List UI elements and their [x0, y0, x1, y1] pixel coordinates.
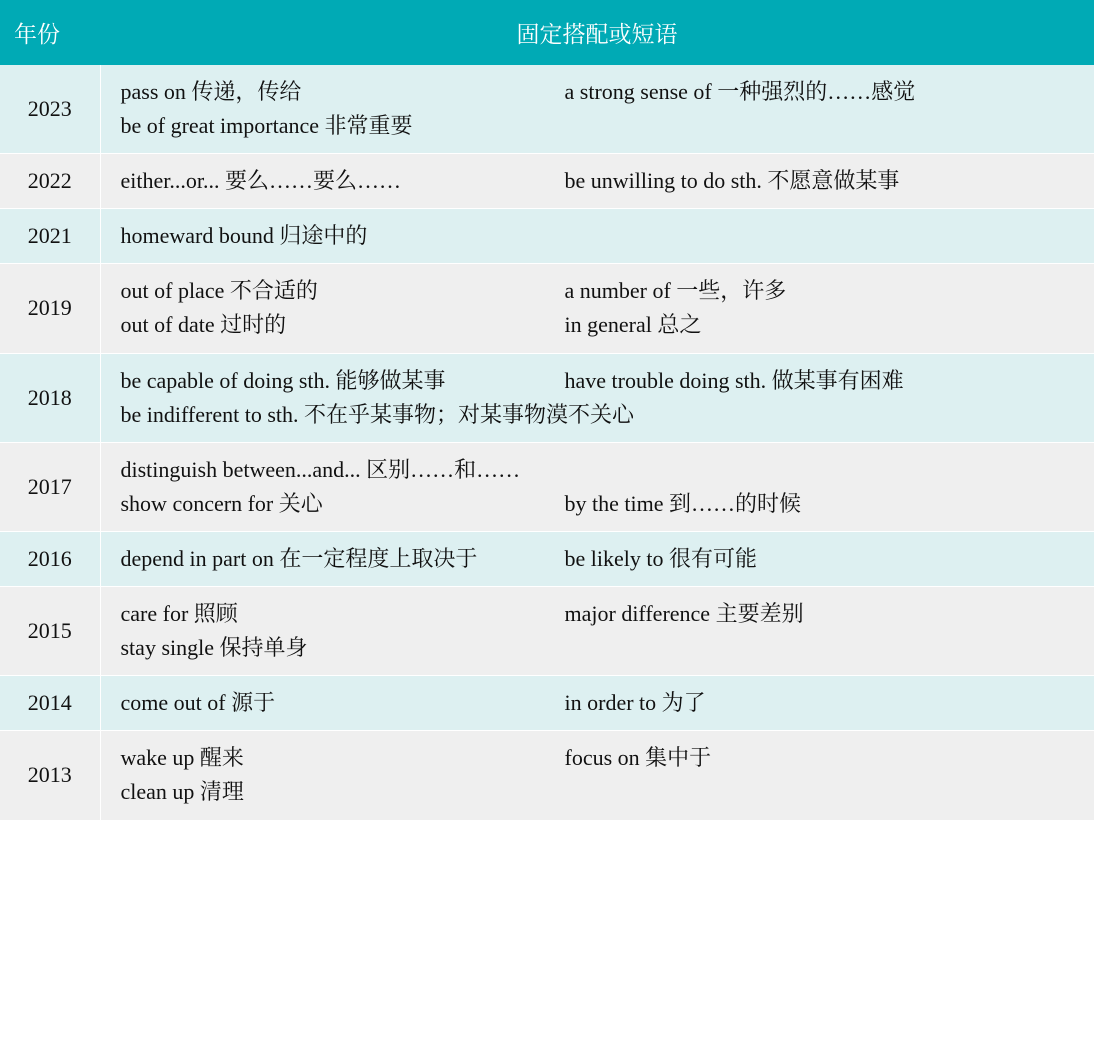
year-cell: 2018	[0, 353, 100, 442]
year-cell: 2017	[0, 442, 100, 531]
phrase-right: major difference 主要差别	[564, 601, 804, 627]
phrase-left: wake up 醒来	[120, 745, 244, 771]
table-row	[0, 353, 1094, 442]
phrase-left: be indifferent to sth. 不在乎某事物；对某事物漠不关心	[120, 401, 634, 427]
table-row	[0, 587, 1094, 676]
phrase-line	[121, 686, 1094, 720]
year-cell: 2022	[0, 154, 100, 209]
phrase-line	[121, 597, 1094, 631]
table-row	[0, 65, 1094, 154]
phrase-right: by the time 到……的时候	[564, 490, 801, 516]
phrase-line	[121, 542, 1094, 576]
phrase-left: out of place 不合适的	[120, 278, 318, 304]
year-cell: 2016	[0, 531, 100, 586]
phrase-line	[121, 308, 1094, 342]
phrase-left: show concern for 关心	[120, 490, 323, 516]
phrase-right: a number of 一些，许多	[564, 278, 787, 304]
table-row	[0, 676, 1094, 731]
table-row	[0, 154, 1094, 209]
year-cell: 2014	[0, 676, 100, 731]
phrase-left: either...or... 要么……要么……	[120, 168, 401, 194]
phrase-right: focus on 集中于	[564, 745, 712, 771]
year-cell: 2021	[0, 209, 100, 264]
phrase-right: have trouble doing sth. 做某事有困难	[564, 367, 904, 393]
phrase-left: stay single 保持单身	[120, 635, 308, 661]
year-cell: 2015	[0, 587, 100, 676]
phrase-left: out of date 过时的	[120, 312, 287, 338]
table-header	[0, 0, 1094, 65]
phrase-cell	[100, 442, 1094, 531]
phrase-cell	[100, 531, 1094, 586]
phrase-line	[121, 75, 1094, 109]
phrase-cell	[100, 65, 1094, 154]
phrase-cell	[100, 731, 1094, 820]
header-content: 固定搭配或短语	[100, 0, 1094, 65]
phrase-cell	[100, 154, 1094, 209]
table-body	[0, 65, 1094, 820]
phrase-cell	[100, 587, 1094, 676]
phrase-cell	[100, 264, 1094, 353]
year-cell: 2023	[0, 65, 100, 154]
phrase-cell	[100, 209, 1094, 264]
header-year: 年份	[0, 0, 100, 65]
phrase-line	[121, 631, 1094, 665]
header-row	[0, 0, 1094, 65]
phrase-right: be unwilling to do sth. 不愿意做某事	[564, 168, 900, 194]
phrase-line	[121, 364, 1094, 398]
phrase-right: in order to 为了	[564, 690, 706, 716]
table-row	[0, 731, 1094, 820]
year-cell: 2013	[0, 731, 100, 820]
phrase-left: care for 照顾	[120, 601, 238, 627]
phrase-left: homeward bound 归途中的	[120, 223, 368, 249]
phrase-line	[121, 453, 1094, 487]
phrase-line	[121, 741, 1094, 775]
phrase-line	[121, 109, 1094, 143]
phrase-line	[121, 398, 1094, 432]
phrase-left: be capable of doing sth. 能够做某事	[120, 367, 446, 393]
phrase-left: clean up 清理	[120, 779, 244, 805]
phrase-line	[121, 274, 1094, 308]
phrase-line	[121, 219, 1094, 253]
table-row	[0, 209, 1094, 264]
phrase-right: be likely to 很有可能	[564, 545, 757, 571]
phrase-right: in general 总之	[564, 312, 702, 338]
phrase-left: depend in part on 在一定程度上取决于	[120, 545, 478, 571]
phrase-left: pass on 传递，传给	[120, 79, 302, 104]
phrase-line	[121, 164, 1094, 198]
table-row	[0, 531, 1094, 586]
year-cell: 2019	[0, 264, 100, 353]
phrase-cell	[100, 353, 1094, 442]
table-row	[0, 264, 1094, 353]
phrase-left: be of great importance 非常重要	[120, 113, 413, 139]
phrase-left: come out of 源于	[120, 690, 276, 716]
phrase-cell	[100, 676, 1094, 731]
phrase-line	[121, 775, 1094, 809]
table-row	[0, 442, 1094, 531]
phrase-left: distinguish between...and... 区别……和……	[120, 456, 521, 482]
phrase-line	[121, 487, 1094, 521]
phrase-right: a strong sense of 一种强烈的……感觉	[564, 79, 916, 104]
